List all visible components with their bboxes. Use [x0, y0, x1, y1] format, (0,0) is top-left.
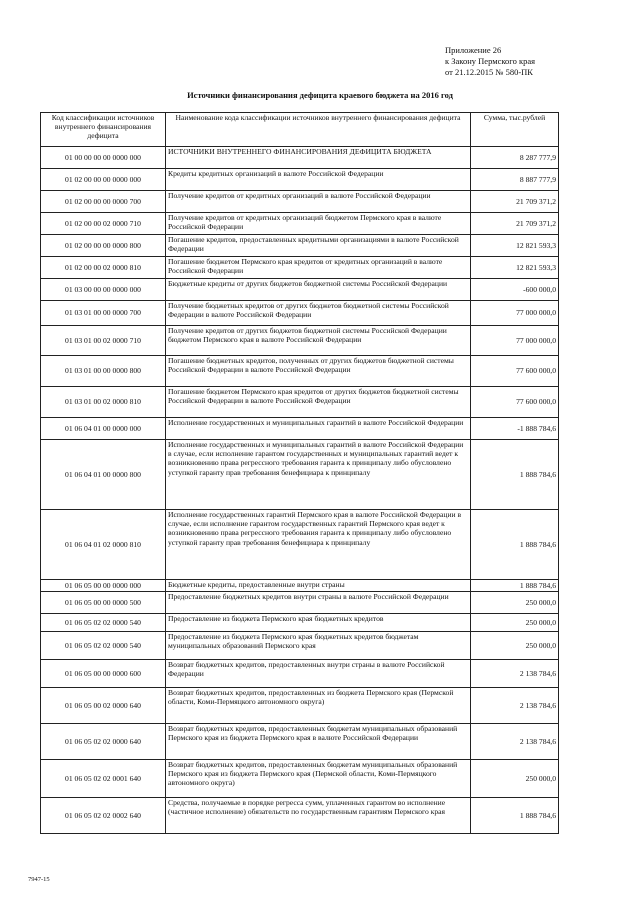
row-code: 01 03 00 00 00 0000 000: [41, 279, 166, 301]
row-code: 01 00 00 00 00 0000 000: [41, 147, 166, 169]
row-name: Средства, получаемые в порядке регресса сумм, уплаченных гарантом во исполнение (частичное исполнение) обязательств по государственным гарантиям Пермского края: [166, 798, 471, 834]
table-row: [41, 147, 559, 169]
row-name: Бюджетные кредиты от других бюджетов бюджетной системы Российской Федерации: [166, 279, 471, 301]
table-row: [41, 387, 559, 418]
row-name: Возврат бюджетных кредитов, предоставленных бюджетам муниципальных образований Пермского края из бюджета Пермского края (Пермской области, Коми-Пермяцкого автономного округа): [166, 760, 471, 798]
row-sum: 12 821 593,3: [471, 257, 559, 279]
row-sum: 1 888 784,6: [471, 580, 559, 592]
row-name: Получение кредитов от других бюджетов бюджетной системы Российской Федерации бюджетом Пермского края в валюте Российской Федерации: [166, 326, 471, 356]
row-name: Получение кредитов от кредитных организаций бюджетом Пермского края в валюте Российской Федерации: [166, 213, 471, 235]
row-code: 01 06 05 00 00 0000 600: [41, 660, 166, 688]
table-row: [41, 191, 559, 213]
row-sum: 21 709 371,2: [471, 191, 559, 213]
row-sum: 1 888 784,6: [471, 798, 559, 834]
row-code: 01 06 05 02 02 0002 640: [41, 798, 166, 834]
row-code: 01 02 00 00 00 0000 800: [41, 235, 166, 257]
row-name: Предоставление из бюджета Пермского края бюджетных кредитов бюджетам муниципальных образований Пермского края: [166, 632, 471, 660]
row-code: 01 06 05 02 02 0000 540: [41, 614, 166, 632]
row-sum: 2 138 784,6: [471, 724, 559, 760]
row-name: Возврат бюджетных кредитов, предоставленных бюджетам муниципальных образований Пермского края из бюджета Пермского края в валюте Российской Федерации: [166, 724, 471, 760]
table-header-row: [41, 113, 559, 147]
row-name: Исполнение государственных и муниципальных гарантий в валюте Российской Федерации в случае, если исполнение гарантом государственных и муниципальных гарантий ведет к возникновению права регрессного требования гаранта к принципалу либо обусловлено уступкой гаранту прав требования бенефициара к принципалу: [166, 440, 471, 510]
row-code: 01 06 05 00 00 0000 000: [41, 580, 166, 592]
table-row: [41, 724, 559, 760]
row-code: 01 03 01 00 00 0000 700: [41, 301, 166, 326]
appendix-line-1: Приложение 26: [445, 45, 502, 55]
row-name: Получение кредитов от кредитных организаций в валюте Российской Федерации: [166, 191, 471, 213]
row-name: Бюджетные кредиты, предоставленные внутри страны: [166, 580, 471, 592]
row-code: 01 03 01 00 02 0000 810: [41, 387, 166, 418]
row-sum: 2 138 784,6: [471, 688, 559, 724]
table-row: [41, 235, 559, 257]
row-code: 01 06 05 00 00 0000 500: [41, 592, 166, 614]
row-code: 01 06 05 02 02 0001 640: [41, 760, 166, 798]
row-name: Возврат бюджетных кредитов, предоставленных внутри страны в валюте Российской Федерации: [166, 660, 471, 688]
row-sum: 12 821 593,3: [471, 235, 559, 257]
table-row: [41, 632, 559, 660]
row-name: Кредиты кредитных организаций в валюте Российской Федерации: [166, 169, 471, 191]
row-code: 01 03 01 00 02 0000 710: [41, 326, 166, 356]
appendix-line-3: от 21.12.2015 № 580-ПК: [445, 67, 533, 77]
header-code: Код классификации источников внутреннего финансирования дефицита: [41, 113, 166, 147]
table-row: [41, 257, 559, 279]
footer-code: 7947-15: [28, 876, 50, 883]
table-row: [41, 301, 559, 326]
row-sum: 2 138 784,6: [471, 660, 559, 688]
table-row: [41, 510, 559, 580]
row-sum: 77 600 000,0: [471, 387, 559, 418]
table-row: [41, 418, 559, 440]
row-sum: 250 000,0: [471, 632, 559, 660]
row-name: Погашение бюджетом Пермского края кредитов от других бюджетов бюджетной системы Российской Федерации в валюте Российской Федерации: [166, 387, 471, 418]
row-code: 01 06 05 02 02 0000 640: [41, 724, 166, 760]
row-sum: 250 000,0: [471, 760, 559, 798]
row-code: 01 02 00 00 02 0000 710: [41, 213, 166, 235]
row-name: Получение бюджетных кредитов от других бюджетов бюджетной системы Российской Федерации в валюте Российской Федерации: [166, 301, 471, 326]
table-row: [41, 580, 559, 592]
row-sum: 250 000,0: [471, 592, 559, 614]
row-name: ИСТОЧНИКИ ВНУТРЕННЕГО ФИНАНСИРОВАНИЯ ДЕФИЦИТА БЮДЖЕТА: [166, 147, 471, 169]
row-sum: 77 600 000,0: [471, 356, 559, 387]
table-row: [41, 356, 559, 387]
table-row: [41, 798, 559, 834]
row-name: Погашение бюджетных кредитов, полученных от других бюджетов бюджетной системы Российской Федерации в валюте Российской Федерации: [166, 356, 471, 387]
budget-table: [40, 112, 559, 834]
table-row: [41, 169, 559, 191]
row-name: Погашение бюджетом Пермского края кредитов от кредитных организаций в валюте Российской Федерации: [166, 257, 471, 279]
row-code: 01 06 04 01 00 0000 000: [41, 418, 166, 440]
row-sum: 21 709 371,2: [471, 213, 559, 235]
row-name: Исполнение государственных гарантий Пермского края в валюте Российской Федерации в случае, если исполнение гарантом государственных гарантий Пермского края ведет к возникновению права регрессного требования гаранта к принципалу либо обусловлено уступкой гаранту прав требования бенефициара к принципалу: [166, 510, 471, 580]
table-row: [41, 440, 559, 510]
row-name: Возврат бюджетных кредитов, предоставленных из бюджета Пермского края (Пермской области, Коми-Пермяцкого автономного округа): [166, 688, 471, 724]
row-sum: 1 888 784,6: [471, 440, 559, 510]
row-sum: 250 000,0: [471, 614, 559, 632]
row-sum: 77 000 000,0: [471, 326, 559, 356]
row-code: 01 03 01 00 00 0000 800: [41, 356, 166, 387]
row-sum: 77 000 000,0: [471, 301, 559, 326]
row-name: Предоставление из бюджета Пермского края бюджетных кредитов: [166, 614, 471, 632]
row-name: Исполнение государственных и муниципальных гарантий в валюте Российской Федерации: [166, 418, 471, 440]
appendix-block: [445, 45, 630, 78]
table-row: [41, 326, 559, 356]
row-name: Предоставление бюджетных кредитов внутри страны в валюте Российской Федерации: [166, 592, 471, 614]
table-row: [41, 213, 559, 235]
table-row: [41, 760, 559, 798]
row-code: 01 02 00 00 00 0000 700: [41, 191, 166, 213]
table-row: [41, 592, 559, 614]
table-row: [41, 688, 559, 724]
row-code: 01 06 05 00 02 0000 640: [41, 688, 166, 724]
row-code: 01 02 00 00 02 0000 810: [41, 257, 166, 279]
row-sum: 8 887 777,9: [471, 169, 559, 191]
table-row: [41, 614, 559, 632]
row-code: 01 06 04 01 02 0000 810: [41, 510, 166, 580]
row-sum: 1 888 784,6: [471, 510, 559, 580]
row-sum: 8 287 777,9: [471, 147, 559, 169]
row-code: 01 06 05 02 02 0000 540: [41, 632, 166, 660]
header-name: Наименование кода классификации источников внутреннего финансирования дефицита: [166, 113, 471, 147]
appendix-line-2: к Закону Пермского края: [445, 56, 536, 66]
row-sum: -1 888 784,6: [471, 418, 559, 440]
document-title: Источники финансирования дефицита краевого бюджета на 2016 год: [187, 90, 453, 100]
header-sum: Сумма, тыс.рублей: [471, 113, 559, 147]
row-name: Погашение кредитов, предоставленных кредитными организациями в валюте Российской Федерации: [166, 235, 471, 257]
row-code: 01 06 04 01 00 0000 800: [41, 440, 166, 510]
row-sum: -600 000,0: [471, 279, 559, 301]
row-code: 01 02 00 00 00 0000 000: [41, 169, 166, 191]
table-row: [41, 660, 559, 688]
table-row: [41, 279, 559, 301]
